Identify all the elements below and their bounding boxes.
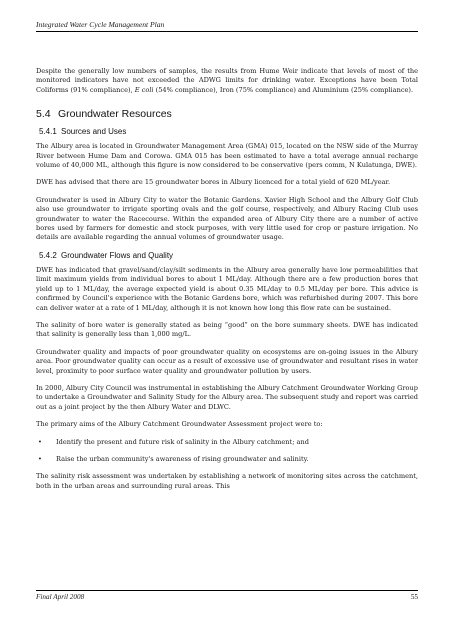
subsection-heading-2 xyxy=(39,251,418,260)
bullet-icon: • xyxy=(38,454,42,463)
paragraph: In 2000, Albury City Council was instrumental in establishing the Albury Catchment Groundwater Working Group to undertake a Groundwater and Salinity Study for the Albury area. The subsequent study and report was carried out as a joint project by the then Albury Water and DLWC. xyxy=(36,383,418,411)
page-header: Integrated Water Cycle Management Plan xyxy=(36,20,418,32)
list-item xyxy=(36,438,418,447)
section-title: Groundwater Resources xyxy=(58,108,172,121)
bullet-icon: • xyxy=(38,437,42,446)
intro-italic-term: E coli xyxy=(134,85,154,94)
paragraph: The salinity of bore water is generally stated as being “good” on the bore summary sheets. DWE has indicated that salinity is generally less than 1,000 mg/L. xyxy=(36,320,418,339)
paragraph: The salinity risk assessment was undertaken by establishing a network of monitoring sites across the catchment, both in the urban areas and surrounding rural areas. This xyxy=(36,472,418,490)
list-item-text: Identify the present and future risk of salinity in the Albury catchment; and xyxy=(56,437,309,446)
subsection-title: Groundwater Flows and Quality xyxy=(61,250,174,260)
subsection-title: Sources and Uses xyxy=(61,127,127,137)
page-number: 55 xyxy=(410,593,418,601)
paragraph: The primary aims of the Albury Catchment Groundwater Assessment project were to: xyxy=(36,420,323,429)
subsection-number: 5.4.1 xyxy=(39,127,57,137)
list-item xyxy=(36,455,418,464)
section-number: 5.4 xyxy=(36,108,51,121)
subsection-heading-1 xyxy=(39,127,418,136)
footer-date: Final April 2008 xyxy=(36,593,85,601)
list-item-text: Raise the urban community's awareness of rising groundwater and salinity. xyxy=(56,454,309,463)
bullet-list xyxy=(36,438,418,465)
intro-text-1: Despite the generally low numbers of samples, the results from Hume Weir indicate that levels of most of the monitored indicators have not exceeded the ADWG limits for drinking water. Exceptions have been Total Coliforms (91% compliance), xyxy=(36,67,418,94)
page-content xyxy=(36,67,418,499)
paragraph: The Albury area is located in Groundwater Management Area (GMA) 015, located on the NSW side of the Murray River between Hume Dam and Corowa. GMA 015 has been estimated to have a total average annual recharge volume of 40,000 ML, although this figure is now considered to be conservative (pers comm, N Kulatunga, DWE). xyxy=(36,142,418,170)
paragraph: Groundwater is used in Albury City to water the Botanic Gardens. Xavier High School and the Albury Golf Club also use groundwater to irrigate sporting ovals and the golf course, respectively, and Albury Racing Club uses groundwater to water the Racecourse. Within the expanded area of Albury City there are a number of active bores used by farmers for domestic and stock purposes, with very little used for crop or pasture irrigation. No details are available regarding the annual volumes of groundwater usage. xyxy=(36,195,418,242)
intro-text-2: (54% compliance), Iron (75% compliance) and Aluminium (25% compliance). xyxy=(153,85,414,94)
paragraph: Groundwater quality and impacts of poor groundwater quality on ecosystems are on-going issues in the Albury area. Poor groundwater quality can occur as a result of excessive use of groundwater and resultant rises in water level, proximity to poor surface water quality and groundwater pollution by users. xyxy=(36,347,418,375)
subsection-number: 5.4.2 xyxy=(39,250,57,260)
paragraph: DWE has indicated that gravel/sand/clay/silt sediments in the Albury area generally have low permeabilities that limit maximum yields from individual bores to about 1 ML/day. Although there are a few production bores that yield up to 1 ML/day, the average expected yield is about 0.35 ML/day to 0.5 ML/day per bore. This advice is confirmed by Council's experience with the Botanic Gardens bore, which was refurbished during 2007. This bore can deliver water at a rate of 1 ML/day, although it is not known how long this flow rate can be sustained. xyxy=(36,265,418,312)
section-heading xyxy=(36,108,418,120)
intro-paragraph xyxy=(36,67,418,95)
paragraph: DWE has advised that there are 15 groundwater bores in Albury licenced for a total yield of 620 ML/year. xyxy=(36,178,391,187)
page-footer xyxy=(36,590,418,601)
